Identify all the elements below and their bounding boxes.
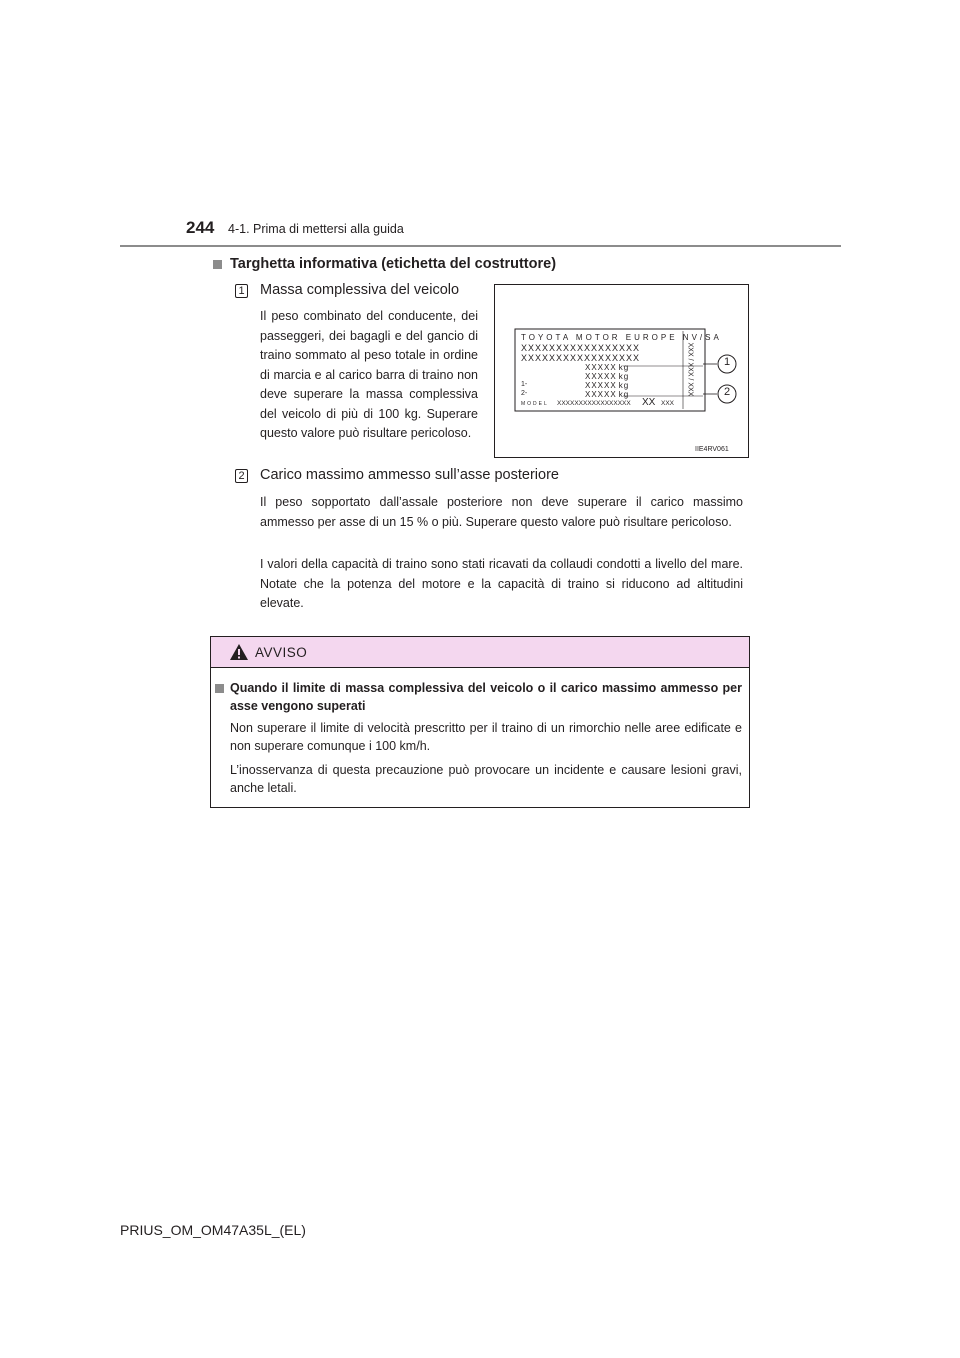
label-side-text: XXX / XXX / XXX <box>686 342 694 397</box>
axle-1-label: 1- <box>521 381 528 388</box>
model-label: MODEL <box>521 401 549 407</box>
weight-unit: kg <box>618 381 630 390</box>
item-number-badge: 2 <box>235 469 248 483</box>
model-xxx: XXX <box>661 400 675 407</box>
label-weight-row <box>585 381 629 390</box>
main-heading <box>213 256 556 272</box>
label-line-2: XXXXXXXXXXXXXXXXX <box>521 353 641 363</box>
section-title: 4-1. Prima di mettersi alla guida <box>228 222 404 236</box>
label-weight-row <box>585 363 629 372</box>
warning-title: AVVISO <box>255 645 308 660</box>
label-weight-row <box>585 372 629 381</box>
item-title: Massa complessiva del veicolo <box>260 282 460 298</box>
callout-number-1: 1 <box>723 356 731 368</box>
item-text: Il peso sopportato dall’assale posteriore non deve superare il carico massimo ammesso per asse di un 15 % o più. Superare questo valore può risultare pericoloso. <box>260 495 743 529</box>
item-number-badge: 1 <box>235 284 248 298</box>
label-title: TOYOTA MOTOR EUROPE NV/SA <box>521 333 722 342</box>
warning-triangle-icon <box>229 643 249 661</box>
model-value: XXXXXXXXXXXXXXXXX <box>557 400 631 407</box>
weight-unit: kg <box>618 363 630 372</box>
footer-doc-id: PRIUS_OM_OM47A35L_(EL) <box>120 1222 306 1238</box>
model-xx: XX <box>642 397 656 408</box>
page-number: 244 <box>186 218 215 237</box>
item-text: Il peso combinato del conducente, dei passeggeri, dei bagagli e del gancio di traino sommato al peso totale in ordine di marcia e al carico barra di traino non deve superare la massa complessiva del veicolo di più di 100 kg. Superare questo valore può risultare pericoloso. <box>260 309 478 440</box>
callout-number-2: 2 <box>723 386 731 398</box>
figure-code: IIE4RV061 <box>695 446 729 453</box>
weight-value: XXXXX <box>585 381 617 390</box>
manufacturer-label-figure <box>494 284 749 458</box>
weight-unit: kg <box>618 372 630 381</box>
weight-value: XXXXX <box>585 390 617 399</box>
weight-value: XXXXX <box>585 372 617 381</box>
bullet-square-icon <box>215 684 224 693</box>
warning-subheading: Quando il limite di massa complessiva del veicolo o il carico massimo ammesso per asse vengono superati <box>230 681 742 713</box>
main-heading-text: Targhetta informativa (etichetta del costruttore) <box>230 256 557 272</box>
warning-paragraph: L’inosservanza di questa precauzione può provocare un incidente e causare lesioni gravi, anche letali. <box>230 763 742 795</box>
warning-box <box>210 636 750 808</box>
bullet-square-icon <box>213 260 222 269</box>
axle-2-label: 2- <box>521 390 528 397</box>
warning-paragraph: Non superare il limite di velocità prescritto per il traino di un rimorchio nelle aree edificate e non superare comunque i 100 km/h. <box>230 721 742 753</box>
header-divider <box>120 245 841 247</box>
label-weight-row <box>585 390 629 399</box>
weight-value: XXXXX <box>585 363 617 372</box>
label-line-1: XXXXXXXXXXXXXXXXX <box>521 343 641 353</box>
warning-header <box>211 637 749 668</box>
towing-note: I valori della capacità di traino sono stati ricavati da collaudi condotti a livello del mare. Notate che la potenza del motore e la capacità di traino si riducono ad altitudini elevate. <box>260 557 743 610</box>
weight-unit: kg <box>618 390 630 399</box>
item-title: Carico massimo ammesso sull’asse posteriore <box>260 467 559 483</box>
